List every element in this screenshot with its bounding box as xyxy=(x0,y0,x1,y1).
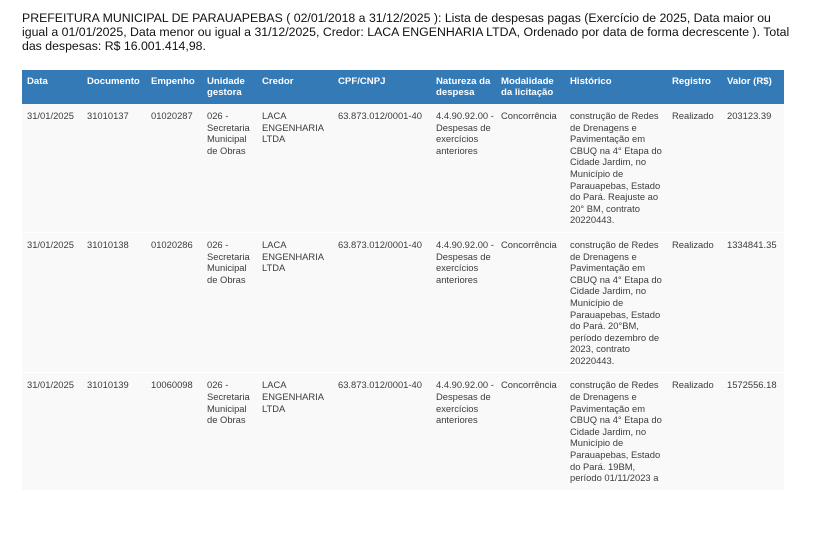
cell-documento: 31010138 xyxy=(82,232,146,373)
cell-credor: LACA ENGENHARIA LTDA xyxy=(257,232,333,373)
cell-valor: 1572556.18 xyxy=(722,373,784,490)
cell-credor: LACA ENGENHARIA LTDA xyxy=(257,373,333,490)
cell-empenho: 10060098 xyxy=(146,373,202,490)
cell-natureza: 4.4.90.92.00 - Despesas de exercícios anteriores xyxy=(431,232,496,373)
cell-data: 31/01/2025 xyxy=(22,232,82,373)
cell-registro: Realizado xyxy=(667,232,722,373)
cell-registro: Realizado xyxy=(667,373,722,490)
column-header-modalidade[interactable]: Modalidade da licitação xyxy=(496,70,565,104)
cell-historico: construção de Redes de Drenagens e Pavimentação em CBUQ na 4° Etapa do Cidade Jardim, no Município de Parauapebas, Estado do Pará. Reajuste ao 20° BM, contrato 20220443. xyxy=(570,110,662,226)
column-header-natureza[interactable]: Natureza da despesa xyxy=(431,70,496,104)
report-title: PREFEITURA MUNICIPAL DE PARAUAPEBAS ( 02/01/2018 a 31/12/2025 ): Lista de despesas pagas (Exercício de 2025, Data maior ou igual a 01/01/2025, Data menor ou igual a 31/12/2025, Credor: LACA ENGENHARIA LTDA, Ordenado por data de forma decrescente ). Total das despesas: R$ 16.001.414,98. xyxy=(22,11,790,53)
cell-empenho: 01020287 xyxy=(151,110,193,121)
cell-valor: 203123.39 xyxy=(727,110,772,121)
cell-data: 31/01/2025 xyxy=(22,373,82,490)
expenses-table xyxy=(22,70,784,490)
cell-unidade-gestora: 026 - Secretaria Municipal de Obras xyxy=(202,232,257,373)
cell-unidade-gestora: 026 - Secretaria Municipal de Obras xyxy=(202,373,257,490)
table-row[interactable] xyxy=(22,104,784,232)
cell-modalidade: Concorrência xyxy=(496,373,565,490)
column-header-cpf-cnpj[interactable]: CPF/CNPJ xyxy=(333,70,431,104)
cell-credor: LACA ENGENHARIA LTDA xyxy=(262,110,324,145)
column-header-valor[interactable]: Valor (R$) xyxy=(722,70,784,104)
cell-registro: Realizado xyxy=(672,110,714,121)
cell-valor: 1334841.35 xyxy=(722,232,784,373)
cell-historico: construção de Redes de Drenagens e Pavimentação em CBUQ na 4° Etapa do Cidade Jardim, no Município de Parauapebas, Estado do Pará. 19BM, período 01/11/2023 a xyxy=(565,373,667,490)
cell-data: 31/01/2025 xyxy=(27,110,74,121)
table-header-row xyxy=(22,70,784,104)
cell-empenho: 01020286 xyxy=(146,232,202,373)
column-header-data[interactable]: Data xyxy=(22,70,82,104)
column-header-registro[interactable]: Registro xyxy=(667,70,722,104)
table-row[interactable] xyxy=(22,373,784,490)
column-header-historico[interactable]: Histórico xyxy=(565,70,667,104)
cell-modalidade: Concorrência xyxy=(501,110,557,121)
column-header-documento[interactable]: Documento xyxy=(82,70,146,104)
cell-documento: 31010139 xyxy=(82,373,146,490)
cell-historico: construção de Redes de Drenagens e Pavimentação em CBUQ na 4° Etapa do Cidade Jardim, no Município de Parauapebas, Estado do Pará. 20°BM, período dezembro de 2023, contrato 20220443. xyxy=(565,232,667,373)
cell-natureza: 4.4.90.92.00 - Despesas de exercícios anteriores xyxy=(436,110,494,156)
cell-documento: 31010137 xyxy=(87,110,129,121)
column-header-credor[interactable]: Credor xyxy=(257,70,333,104)
column-header-unidade-gestora[interactable]: Unidade gestora xyxy=(202,70,257,104)
cell-cpf-cnpj: 63.873.012/0001-40 xyxy=(333,373,431,490)
cell-cpf-cnpj: 63.873.012/0001-40 xyxy=(333,232,431,373)
cell-modalidade: Concorrência xyxy=(496,232,565,373)
cell-unidade-gestora: 026 - Secretaria Municipal de Obras xyxy=(207,110,250,156)
cell-natureza: 4.4.90.92.00 - Despesas de exercícios anteriores xyxy=(431,373,496,490)
column-header-empenho[interactable]: Empenho xyxy=(146,70,202,104)
table-row[interactable] xyxy=(22,232,784,373)
cell-cpf-cnpj: 63.873.012/0001-40 xyxy=(338,110,422,121)
